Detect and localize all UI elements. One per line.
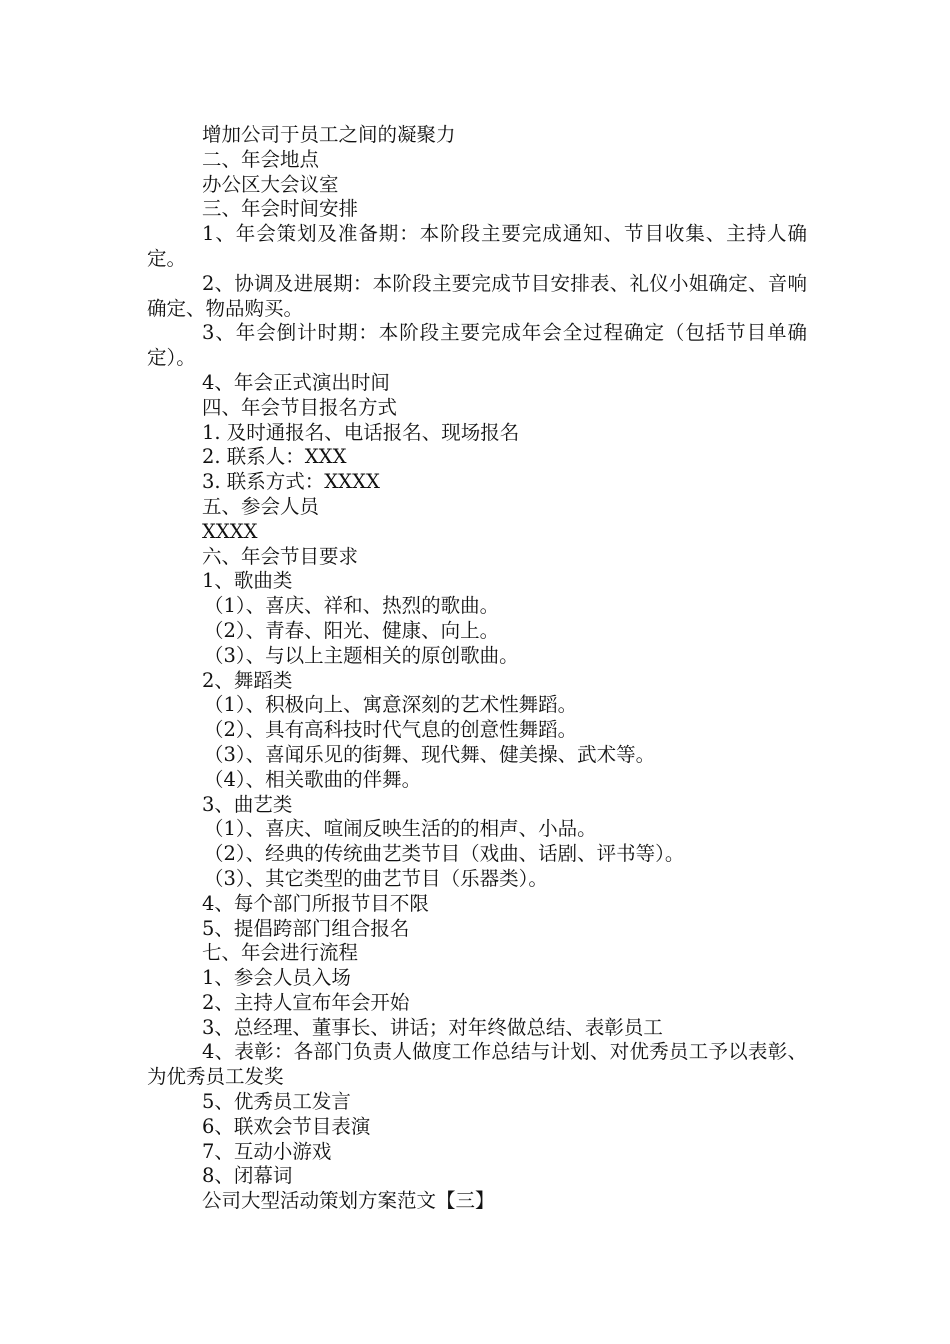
list-item: （1）、积极向上、寓意深刻的艺术性舞蹈。 — [204, 693, 578, 717]
paragraph: 4、表彰：各部门负责人做度工作总结与计划、对优秀员工予以表彰、为优秀员工发奖 — [147, 1040, 807, 1089]
text-line: 增加公司于员工之间的凝聚力 — [202, 123, 456, 146]
text-line: 7、互动小游戏 — [202, 1139, 332, 1163]
list-item: （2）、经典的传统曲艺类节目（戏曲、话剧、评书等）。 — [204, 842, 685, 866]
paragraph: 2、协调及进展期：本阶段主要完成节目安排表、礼仪小姐确定、音响确定、物品购买。 — [147, 271, 807, 320]
text-line: 2、主持人宣布年会开始 — [202, 990, 410, 1014]
text-line: 2、舞蹈类 — [202, 668, 293, 692]
text-line: 二、年会地点 — [202, 147, 320, 171]
list-item: （1）、喜庆、祥和、热烈的歌曲。 — [204, 594, 500, 618]
list-item: （2）、青春、阳光、健康、向上。 — [204, 618, 500, 642]
text-line: 3. 联系方式：XXXX — [202, 470, 380, 494]
text-line: 五、参会人员 — [202, 494, 320, 518]
text-line: 七、年会进行流程 — [202, 941, 359, 965]
text-line: 2. 联系人：XXX — [202, 445, 347, 469]
text-line: 6、联欢会节目表演 — [202, 1114, 371, 1138]
text-line: 5、提倡跨部门组合报名 — [202, 916, 410, 940]
text-line: 3、总经理、董事长、讲话；对年终做总结、表彰员工 — [202, 1015, 663, 1039]
paragraph: 1、年会策划及准备期：本阶段主要完成通知、节目收集、主持人确定。 — [147, 222, 807, 270]
text-line: 公司大型活动策划方案范文【三】 — [202, 1189, 495, 1213]
text-line: 5、优秀员工发言 — [202, 1090, 351, 1114]
text-line: 办公区大会议室 — [202, 172, 339, 196]
list-item: （3）、其它类型的曲艺节目（乐器类）。 — [204, 866, 548, 890]
text-line: XXXX — [202, 519, 258, 543]
text-line: 4、年会正式演出时间 — [202, 370, 390, 394]
list-item: （2）、具有高科技时代气息的创意性舞蹈。 — [204, 718, 578, 742]
text-line: 1、歌曲类 — [202, 569, 293, 593]
text-line: 3、曲艺类 — [202, 792, 293, 816]
list-item: （3）、与以上主题相关的原创歌曲。 — [204, 643, 519, 667]
paragraph: 3、年会倒计时期：本阶段主要完成年会全过程确定（包括节目单确定）。 — [147, 321, 807, 370]
text-line: 1. 及时通报名、电话报名、现场报名 — [202, 420, 520, 444]
text-line: 四、年会节目报名方式 — [202, 395, 398, 419]
list-item: （4）、相关歌曲的伴舞。 — [204, 767, 422, 791]
text-line: 三、年会时间安排 — [202, 197, 359, 221]
document-body — [147, 123, 807, 1214]
text-line: 六、年会节目要求 — [202, 544, 359, 568]
list-item: （1）、喜庆、喧闹反映生活的的相声、小品。 — [204, 817, 597, 841]
text-line: 4、每个部门所报节目不限 — [202, 891, 429, 915]
text-line: 8、闭幕词 — [202, 1164, 293, 1188]
list-item: （3）、喜闻乐见的街舞、现代舞、健美操、武术等。 — [204, 742, 656, 766]
text-line: 1、参会人员入场 — [202, 966, 351, 990]
